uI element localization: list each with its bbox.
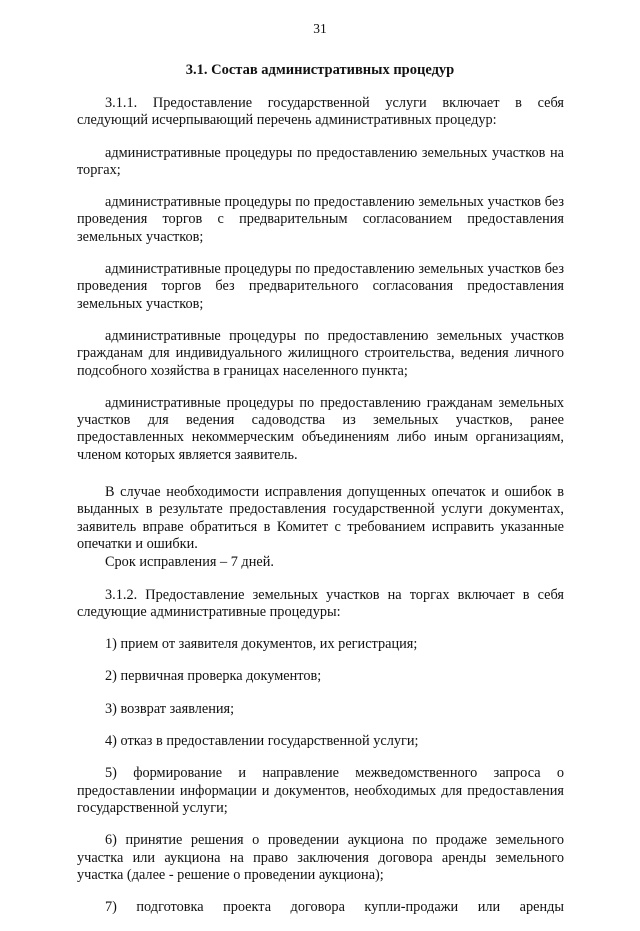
list-item-procedures-prior-approval: административные процедуры по предоставлению земельных участков без проведения торгов с предварительным согласованием предоставления земельных участков; [77, 194, 564, 245]
section-title: 3.1. Состав административных процедур [185, 62, 455, 78]
list-item-1: 1) прием от заявителя документов, их регистрация; [105, 636, 418, 653]
paragraph-corrections: В случае необходимости исправления допущенных опечаток и ошибок в выданных в результате предоставления государственной услуги документах, заявитель вправе обратиться в Комитет с требованием исправить указанные опечатки и ошибки. [77, 484, 564, 552]
list-item-7: 7) подготовка проекта договора купли-продажи или аренды [105, 899, 564, 916]
list-item-procedures-auction: административные процедуры по предоставлению земельных участков на торгах; [77, 144, 564, 178]
list-item-3: 3) возврат заявления; [105, 700, 235, 717]
list-item-procedures-gardening: административные процедуры по предоставлению гражданам земельных участков для ведения садоводства из земельных участков, ранее предоставленных некоммерческим объединениям либо иным организациям, членом которых является заявитель. [77, 394, 564, 463]
paragraph-3-1-2: 3.1.2. Предоставление земельных участков на торгах включает в себя следующие административные процедуры: [77, 586, 564, 620]
list-item-2: 2) первичная проверка документов; [105, 668, 322, 685]
list-item-5: 5) формирование и направление межведомственного запроса о предоставлении информации и документов, необходимых для предоставления государственной услуги; [77, 765, 564, 816]
list-item-6: 6) принятие решения о проведении аукциона по продаже земельного участка или аукциона на право заключения договора аренды земельного участка (далее - решение о проведении аукциона); [77, 832, 564, 883]
list-item-4: 4) отказ в предоставлении государственной услуги; [105, 733, 419, 750]
list-item-procedures-no-prior-approval: административные процедуры по предоставлению земельных участков без проведения торгов без предварительного согласования предоставления земельных участков; [77, 261, 564, 312]
paragraph-correction-term: Срок исправления – 7 дней. [105, 554, 274, 571]
paragraph-3-1-1: 3.1.1. Предоставление государственной услуги включает в себя следующий исчерпывающий перечень административных процедур: [77, 95, 564, 129]
page-number: 31 [313, 21, 327, 36]
list-item-procedures-housing: административные процедуры по предоставлению земельных участков гражданам для индивидуального жилищного строительства, ведения личного подсобного хозяйства в границах населенного пункта; [77, 327, 564, 379]
document-body [77, 95, 564, 931]
